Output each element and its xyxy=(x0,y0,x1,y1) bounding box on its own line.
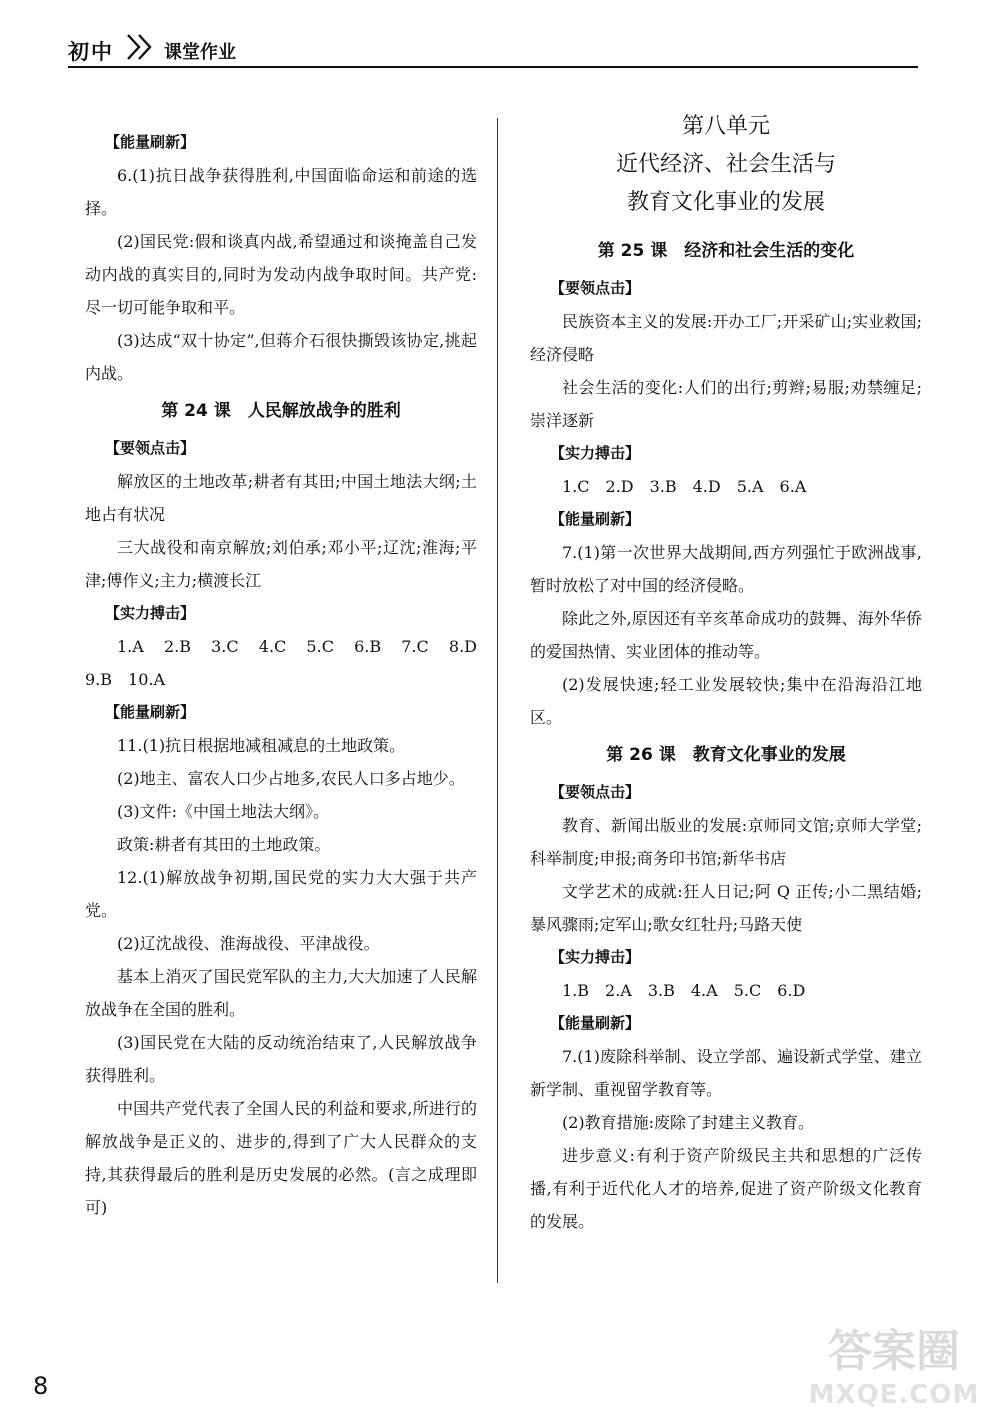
lesson-title: 第 26 课 教育文化事业的发展 xyxy=(606,745,846,765)
column-divider xyxy=(497,118,498,1283)
right-column xyxy=(530,108,922,1238)
unit-subtitle-line-1: 近代经济、社会生活与 xyxy=(615,152,836,177)
page-header xyxy=(68,30,918,70)
paragraph: 1.A 2.B 3.C 4.C 5.C 6.B 7.C 8.D 9.B 10.A xyxy=(85,637,494,689)
header-title: 课堂作业 xyxy=(164,42,236,63)
paragraph: 进步意义:有利于资产阶级民主共和思想的广泛传播,有利于近代化人才的培养,促进了资产阶级文化教育的发展。 xyxy=(530,1146,922,1231)
paragraph: 除此之外,原因还有辛亥革命成功的鼓舞、海外华侨的爱国热情、实业团体的推动等。 xyxy=(530,609,922,661)
paragraph: 12.(1)解放战争初期,国民党的实力大大强于共产党。 xyxy=(85,868,477,920)
section-tag: 【要领点击】 xyxy=(550,279,641,297)
paragraph: 民族资本主义的发展:开办工厂;开采矿山;实业救国;经济侵略 xyxy=(530,312,922,364)
paragraph: (3)达成“双十协定”,但蒋介石很快撕毁该协定,挑起内战。 xyxy=(85,331,477,383)
paragraph: (2)发展快速;轻工业发展较快;集中在沿海沿江地区。 xyxy=(530,675,922,727)
paragraph: 社会生活的变化:人们的出行;剪辫;易服;劝禁缠足;崇洋逐新 xyxy=(530,378,922,430)
paragraph: 11.(1)抗日根据地减租减息的土地政策。 xyxy=(117,736,406,755)
section-tag: 【实力搏击】 xyxy=(105,604,196,622)
double-chevron-icon xyxy=(124,32,158,62)
section-tag: 【要领点击】 xyxy=(105,439,196,457)
unit-heading xyxy=(530,108,922,222)
header-brand: 初中 xyxy=(68,40,114,64)
watermark-logo xyxy=(808,1322,980,1414)
header-rule xyxy=(68,66,918,68)
paragraph: 1.C 2.D 3.B 4.D 5.A 6.A xyxy=(562,477,807,496)
lesson-title: 第 24 课 人民解放战争的胜利 xyxy=(161,401,401,421)
paragraph: 7.(1)第一次世界大战期间,西方列强忙于欧洲战事,暂时放松了对中国的经济侵略。 xyxy=(530,543,922,595)
paragraph: (2)地主、富农人口少占地多,农民人口多占地少。 xyxy=(117,769,465,788)
paragraph: (2)教育措施:废除了封建主义教育。 xyxy=(562,1113,815,1132)
left-column xyxy=(85,126,494,1224)
watermark-text: 答案圈 xyxy=(828,1326,960,1377)
paragraph: 中国共产党代表了全国人民的利益和要求,所进行的解放战争是正义的、进步的,得到了广大人民群众的支持,其获得最后的胜利是历史发展的必然。(言之成理即可) xyxy=(85,1099,477,1217)
lesson-title: 第 25 课 经济和社会生活的变化 xyxy=(597,241,855,261)
section-tag: 【能量刷新】 xyxy=(550,1014,641,1032)
section-tag: 【能量刷新】 xyxy=(105,703,196,721)
page-number: 8 xyxy=(33,1372,49,1400)
paragraph: 基本上消灭了国民党军队的主力,大大加速了人民解放战争在全国的胜利。 xyxy=(85,967,477,1019)
section-tag: 【能量刷新】 xyxy=(550,510,641,528)
paragraph: (2)辽沈战役、淮海战役、平津战役。 xyxy=(117,934,380,953)
section-tag: 【实力搏击】 xyxy=(550,444,641,462)
right-column-body xyxy=(530,230,922,1238)
section-tag: 【实力搏击】 xyxy=(550,948,641,966)
paragraph: (3)国民党在大陆的反动统治结束了,人民解放战争获得胜利。 xyxy=(85,1033,477,1085)
paragraph: (3)文件:《中国土地法大纲》。 xyxy=(117,802,330,821)
paragraph: 教育、新闻出版业的发展:京师同文馆;京师大学堂;科举制度;申报;商务印书馆;新华书店 xyxy=(530,816,922,868)
paragraph: 三大战役和南京解放;刘伯承;邓小平;辽沈;淮海;平津;傅作义;主力;横渡长江 xyxy=(85,538,477,590)
paragraph: (2)国民党:假和谈真内战,希望通过和谈掩盖自己发动内战的真实目的,同时为发动内战争取时间。共产党:尽一切可能争取和平。 xyxy=(85,232,477,317)
unit-title: 第八单元 xyxy=(681,114,770,139)
paragraph: 文学艺术的成就:狂人日记;阿 Q 正传;小二黑结婚;暴风骤雨;定军山;歌女红牡丹;马路天使 xyxy=(530,882,922,934)
paragraph: 政策:耕者有其田的土地政策。 xyxy=(117,835,331,854)
paragraph: 6.(1)抗日战争获得胜利,中国面临命运和前途的选择。 xyxy=(85,166,477,218)
paragraph: 解放区的土地改革;耕者有其田;中国土地法大纲;土地占有状况 xyxy=(85,472,477,524)
section-tag: 【要领点击】 xyxy=(550,783,641,801)
unit-subtitle-line-2: 教育文化事业的发展 xyxy=(626,190,825,215)
paragraph: 7.(1)废除科举制、设立学部、遍设新式学堂、建立新学制、重视留学教育等。 xyxy=(530,1047,922,1099)
paragraph: 1.B 2.A 3.B 4.A 5.C 6.D xyxy=(562,981,806,1000)
section-tag: 【能量刷新】 xyxy=(105,133,196,151)
watermark-url: MXQE.COM xyxy=(808,1380,980,1410)
